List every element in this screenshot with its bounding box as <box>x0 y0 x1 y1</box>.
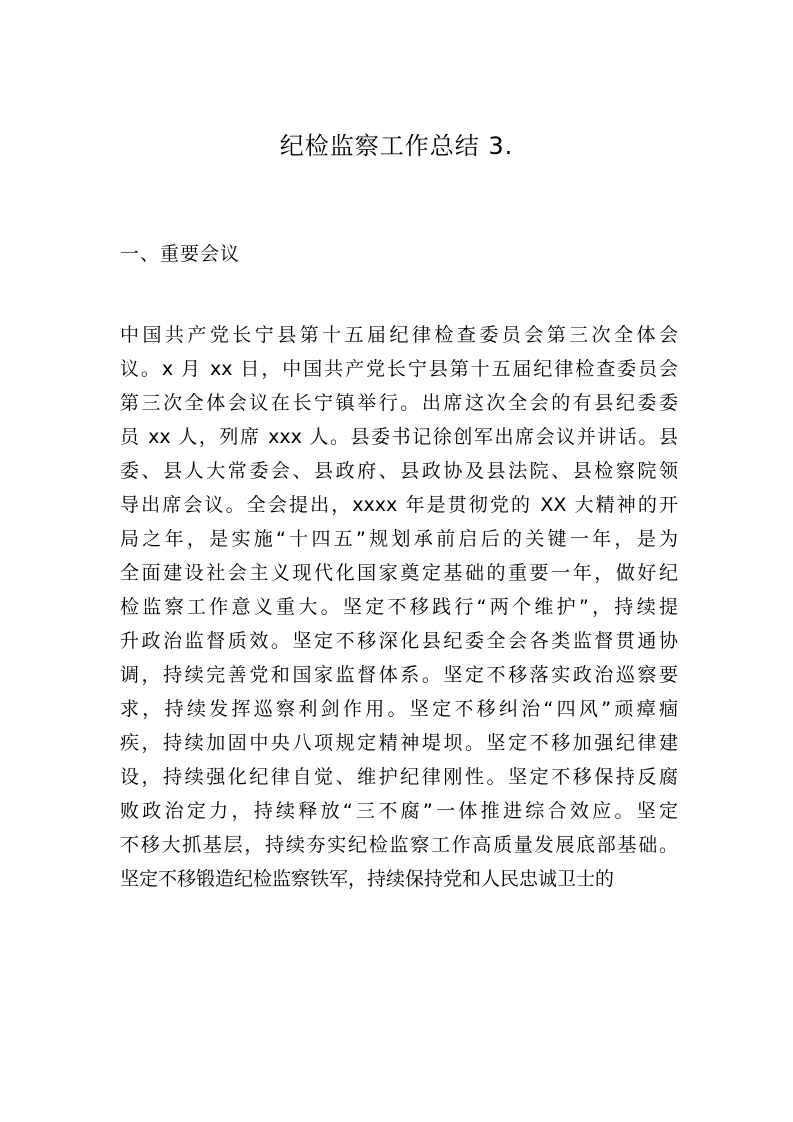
paragraph-line: 全面建设社会主义现代化国家奠定基础的重要一年，做好纪 <box>120 562 678 584</box>
paragraph-line: 中国共产党长宁县第十五届纪律检查委员会第三次全体会 <box>120 324 678 346</box>
paragraph-line: 员 xx 人，列席 xxx 人。县委书记徐创军出席会议并讲话。县 <box>120 426 678 448</box>
document-title: 纪检监察工作总结 3. <box>279 132 514 160</box>
paragraph-line: 升政治监督质效。坚定不移深化县纪委全会各类监督贯通协 <box>120 630 678 652</box>
paragraph-line: 坚定不移锻造纪检监察铁军，持续保持党和人民忠诚卫士的 <box>120 868 615 890</box>
body-paragraph <box>120 318 680 896</box>
paragraph-line: 设，持续强化纪律自觉、维护纪律刚性。坚定不移保持反腐 <box>120 766 678 788</box>
paragraph-line: 疾，持续加固中央八项规定精神堤坝。坚定不移加强纪律建 <box>120 732 678 754</box>
paragraph-line: 调，持续完善党和国家监督体系。坚定不移落实政治巡察要 <box>120 664 678 686</box>
paragraph-line: 导出席会议。全会提出，xxxx 年是贯彻党的 XX 大精神的开 <box>120 494 678 516</box>
paragraph-line: 不移大抓基层，持续夯实纪检监察工作高质量发展底部基础。 <box>120 834 678 856</box>
paragraph-line: 委、县人大常委会、县政府、县政协及县法院、县检察院领 <box>120 460 678 482</box>
paragraph-line: 败政治定力，持续释放“三不腐”一体推进综合效应。坚定 <box>120 800 678 822</box>
section-heading: 一、重要会议 <box>120 243 241 265</box>
paragraph-line: 局之年，是实施“十四五”规划承前启后的关键一年，是为 <box>120 528 678 550</box>
paragraph-line: 检监察工作意义重大。坚定不移践行“两个维护”，持续提 <box>120 596 678 618</box>
paragraph-line: 第三次全体会议在长宁镇举行。出席这次全会的有县纪委委 <box>120 392 678 414</box>
paragraph-line: 议。x 月 xx 日，中国共产党长宁县第十五届纪律检查委员会 <box>120 358 678 380</box>
paragraph-line: 求，持续发挥巡察利剑作用。坚定不移纠治“四风”顽瘴痼 <box>120 698 678 720</box>
